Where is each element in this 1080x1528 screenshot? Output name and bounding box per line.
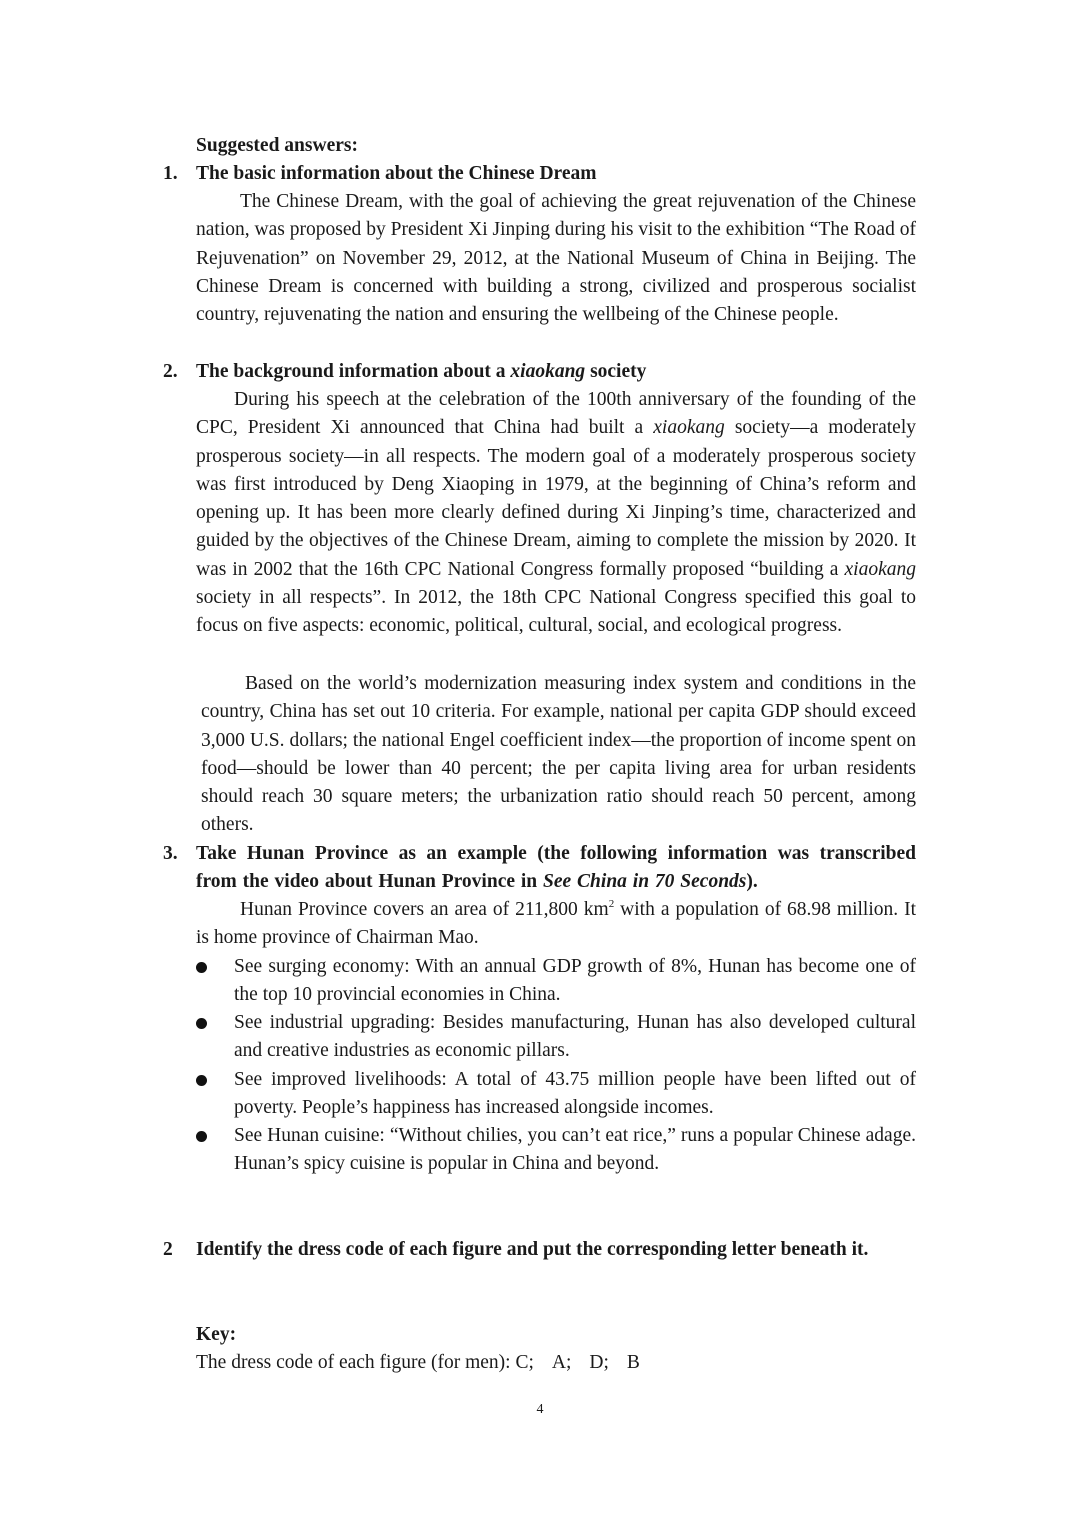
bullet-text: See industrial upgrading: Besides manufacturing, Hunan has also developed cultural and creative industries as economic pillars. [234, 1012, 916, 1062]
section-3-title-text: Take Hunan Province as an example (the following information was transcribed from the video about Hunan Province in [196, 843, 916, 893]
intro-text-a: Hunan Province covers an area of 211,800 km [240, 899, 609, 920]
key-answer-3: D; [589, 1352, 609, 1373]
section-3-title-end: ). [746, 871, 758, 893]
bullet-text: See Hunan cuisine: “Without chilies, you can’t eat rice,” runs a popular Chinese adage. Hunan’s spicy cuisine is popular in China and beyond. [234, 1125, 916, 1175]
section-2-paragraph-2: Based on the world’s modernization measuring index system and conditions in the country, China has set out 10 criteria. For example, national per capita GDP should exceed 3,000 U.S. dollars; the national Engel coefficient index—the proportion of income spent on food—should be lower than 40 percent; the per capita living area for urban residents should reach 30 square meters; the urbanization ratio should reach 50 percent, among others. [201, 673, 916, 836]
key-label: Key: [196, 1324, 237, 1345]
bullet-item [196, 1009, 916, 1066]
p1-text-e: society in all respects”. In 2012, the 18th CPC National Congress specified this goal to focus on five aspects: economic, political, cultural, social, and ecological progress. [196, 587, 916, 637]
bullet-item [196, 1122, 916, 1179]
section-3-number: 3. [163, 843, 178, 864]
suggested-answers-heading: Suggested answers: [196, 135, 358, 156]
bullet-text: See improved livelihoods: A total of 43.75 million people have been lifted out of poverty. People’s happiness has increased alongside incomes. [234, 1069, 916, 1119]
key-answer-line [196, 1349, 916, 1377]
superscript-2: 2 [608, 898, 615, 910]
section-1-title: The basic information about the Chinese Dream [196, 163, 597, 184]
p1-italic-xiaokang: xiaokang [653, 417, 725, 439]
bullet-dot-icon [196, 1131, 207, 1142]
intro-text-b: with a population of 68.98 million. It is home province of Chairman Mao. [196, 899, 916, 949]
key-answer-2: A; [551, 1352, 572, 1373]
exercise-2-number: 2 [163, 1239, 173, 1260]
bullet-dot-icon [196, 962, 207, 973]
section-2-title-end: society [585, 361, 647, 382]
bullet-dot-icon [196, 1075, 207, 1086]
section-2-title [196, 358, 916, 386]
bullet-text: See surging economy: With an annual GDP growth of 8%, Hunan has become one of the top 10 provincial economies in China. [234, 956, 916, 1006]
section-1-number: 1. [163, 163, 178, 184]
bullet-dot-icon [196, 1018, 207, 1029]
key-answer-prefix: The dress code of each figure (for men): [196, 1352, 511, 1373]
bullet-item [196, 1066, 916, 1123]
section-2-number: 2. [163, 361, 178, 382]
exercise-2-title: Identify the dress code of each figure and put the corresponding letter beneath it. [196, 1239, 869, 1260]
p1-text-a: During his speech at the celebration of the 100th anniversary of the founding of the CPC, President Xi announced that China had built a [196, 389, 916, 439]
p1-italic-xiaokang-2: xiaokang [844, 558, 916, 580]
section-1-paragraph: The Chinese Dream, with the goal of achieving the great rejuvenation of the Chinese nation, was proposed by President Xi Jinping during his visit to the exhibition “The Road of Rejuvenation” on November 29, 2012, at the National Museum of China in Beijing. The Chinese Dream is concerned with building a strong, civilized and prosperous socialist country, rejuvenating the nation and ensuring the wellbeing of the Chinese people. [196, 191, 916, 326]
p1-text-c: society—a moderately prosperous society—in all respects. The modern goal of a moderately prosperous society was first introduced by Deng Xiaoping in 1979, at the beginning of China’s reform and opening up. It has been more clearly defined during Xi Jinping’s time, characterized and guided by the objectives of the Chinese Dream, aiming to complete the mission by 2020. It was in 2002 that the 16th CPC National Congress formally proposed “building a [196, 417, 917, 580]
page-number: 4 [536, 1402, 544, 1417]
key-answer-1: C; [515, 1352, 534, 1373]
key-answer-4: B [626, 1352, 640, 1373]
section-3-intro [196, 896, 916, 953]
section-3-title-italic: See China in 70 Seconds [543, 871, 747, 893]
section-3-title [196, 840, 916, 897]
section-2-title-italic: xiaokang [510, 361, 586, 382]
bullet-item [196, 953, 916, 1010]
section-2-paragraph-1 [196, 386, 916, 641]
section-2-title-text: The background information about a [196, 361, 511, 382]
